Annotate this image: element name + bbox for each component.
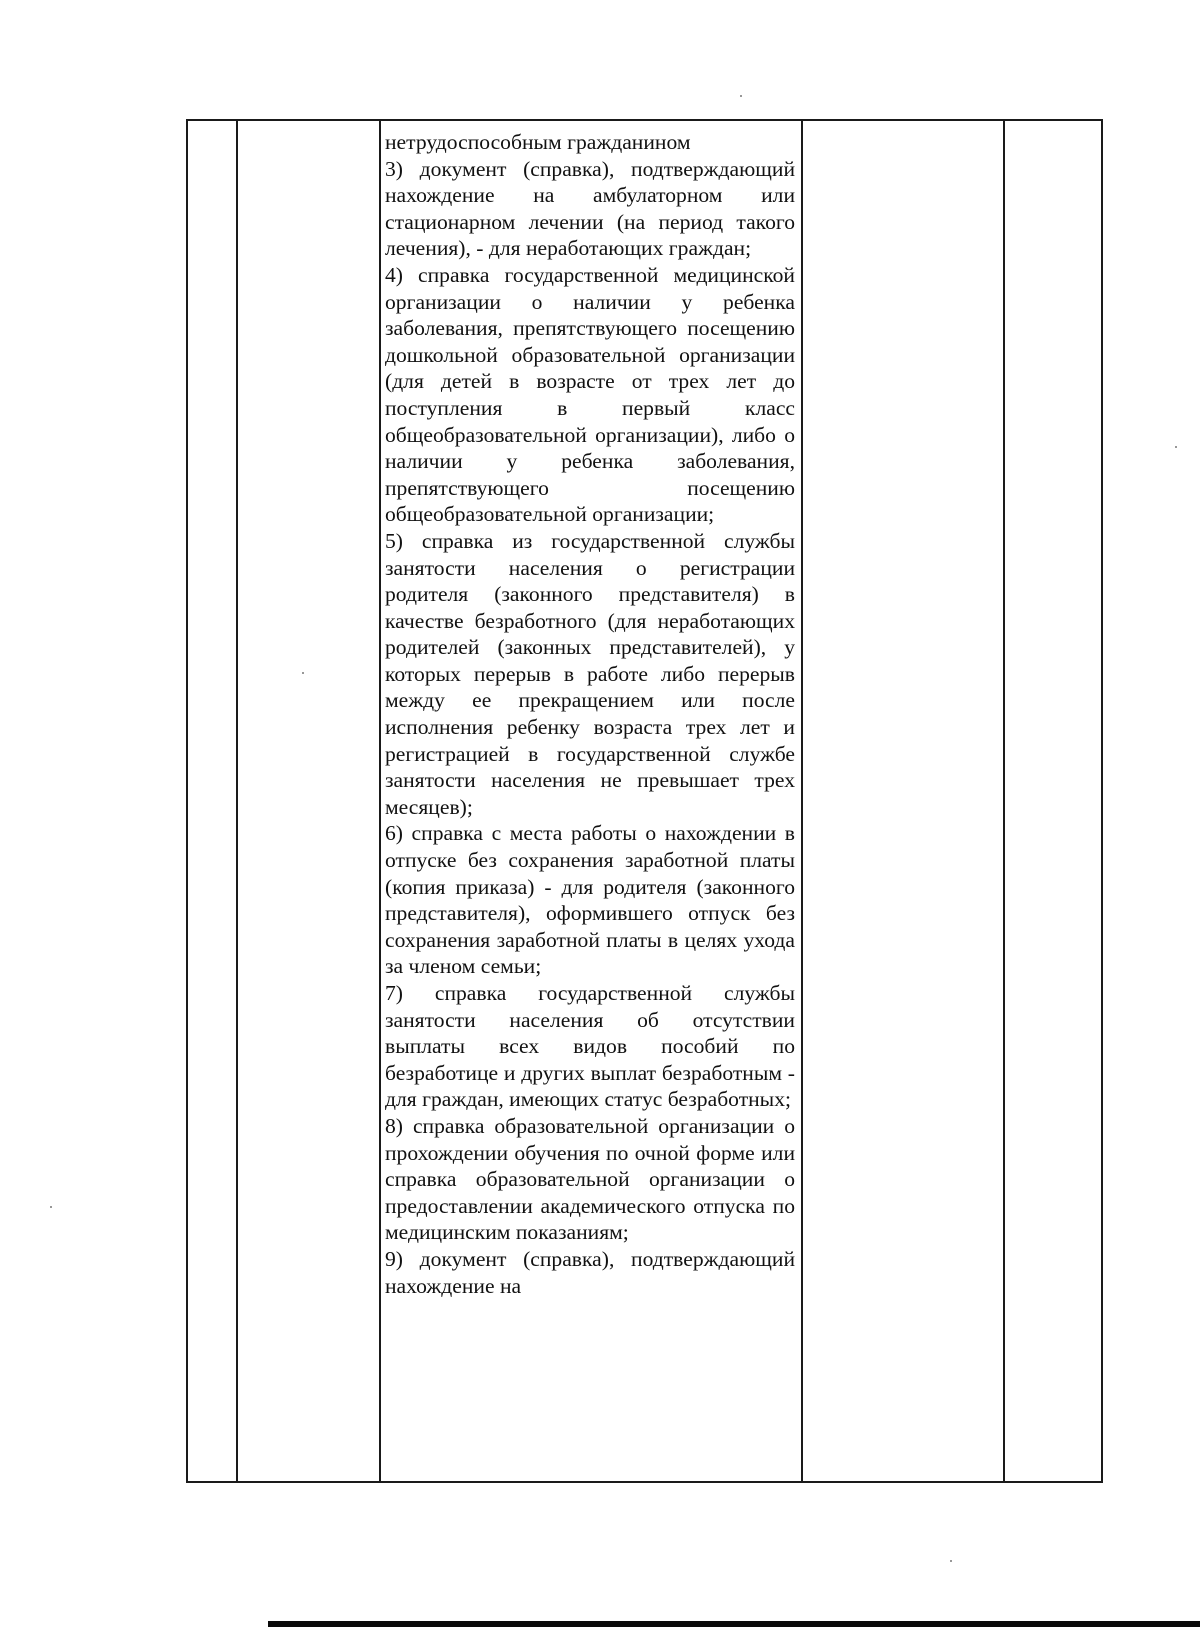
scan-speck xyxy=(740,95,742,97)
scan-edge-bar xyxy=(268,1621,1200,1627)
paragraph: 7) справка государственной службы занятости населения об отсутствии выплаты всех видов пособий по безработице и других выплат безработным - для граждан, имеющих статус безработных; xyxy=(385,981,795,1112)
paragraph: 6) справка с места работы о нахождении в отпуске без сохранения заработной платы (копия приказа) - для родителя (законного представителя), оформившего отпуск без сохранения заработной платы в целях ухода за членом семьи; xyxy=(385,821,795,979)
paragraph: 5) справка из государственной службы занятости населения о регистрации родителя (законного представителя) в качестве безработного (для неработающих родителей (законных представителей), у которых перерыв в работе либо перерыв между ее прекращением или после исполнения ребенку возраста трех лет и регистрацией в государственной службе занятости населения не превышает трех месяцев); xyxy=(385,528,795,819)
paragraph: 3) документ (справка), подтверждающий нахождение на амбулаторном или стационарном лечении (на период такого лечения), - для неработающих граждан; xyxy=(385,156,795,261)
paragraph: 8) справка образовательной организации о прохождении обучения по очной форме или справка образовательной организации о предоставлении академического отпуска по медицинским показаниям; xyxy=(385,1113,795,1245)
table-cell-col4 xyxy=(802,120,1004,1482)
scan-speck xyxy=(50,1206,52,1208)
scan-speck xyxy=(302,672,304,674)
table-cell-number xyxy=(187,120,237,1482)
paragraph: нетрудоспособным гражданином xyxy=(385,130,691,154)
table-cell-documents xyxy=(380,120,802,1482)
scan-speck xyxy=(1175,446,1177,448)
scan-speck xyxy=(950,1560,952,1562)
table-row xyxy=(187,120,1102,1482)
table-cell-name xyxy=(237,120,380,1482)
paragraph: 4) справка государственной медицинской организации о наличии у ребенка заболевания, препятствующего посещению дошкольной образовательной организации (для детей в возрасте от трех лет до поступления в первый класс общеобразовательной организации), либо о наличии у ребенка заболевания, препятствующего посещению общеобразовательной организации; xyxy=(385,262,795,527)
document-table xyxy=(186,119,1103,1483)
paragraph: 9) документ (справка), подтверждающий нахождение на xyxy=(385,1246,795,1298)
table-cell-col5 xyxy=(1004,120,1102,1482)
